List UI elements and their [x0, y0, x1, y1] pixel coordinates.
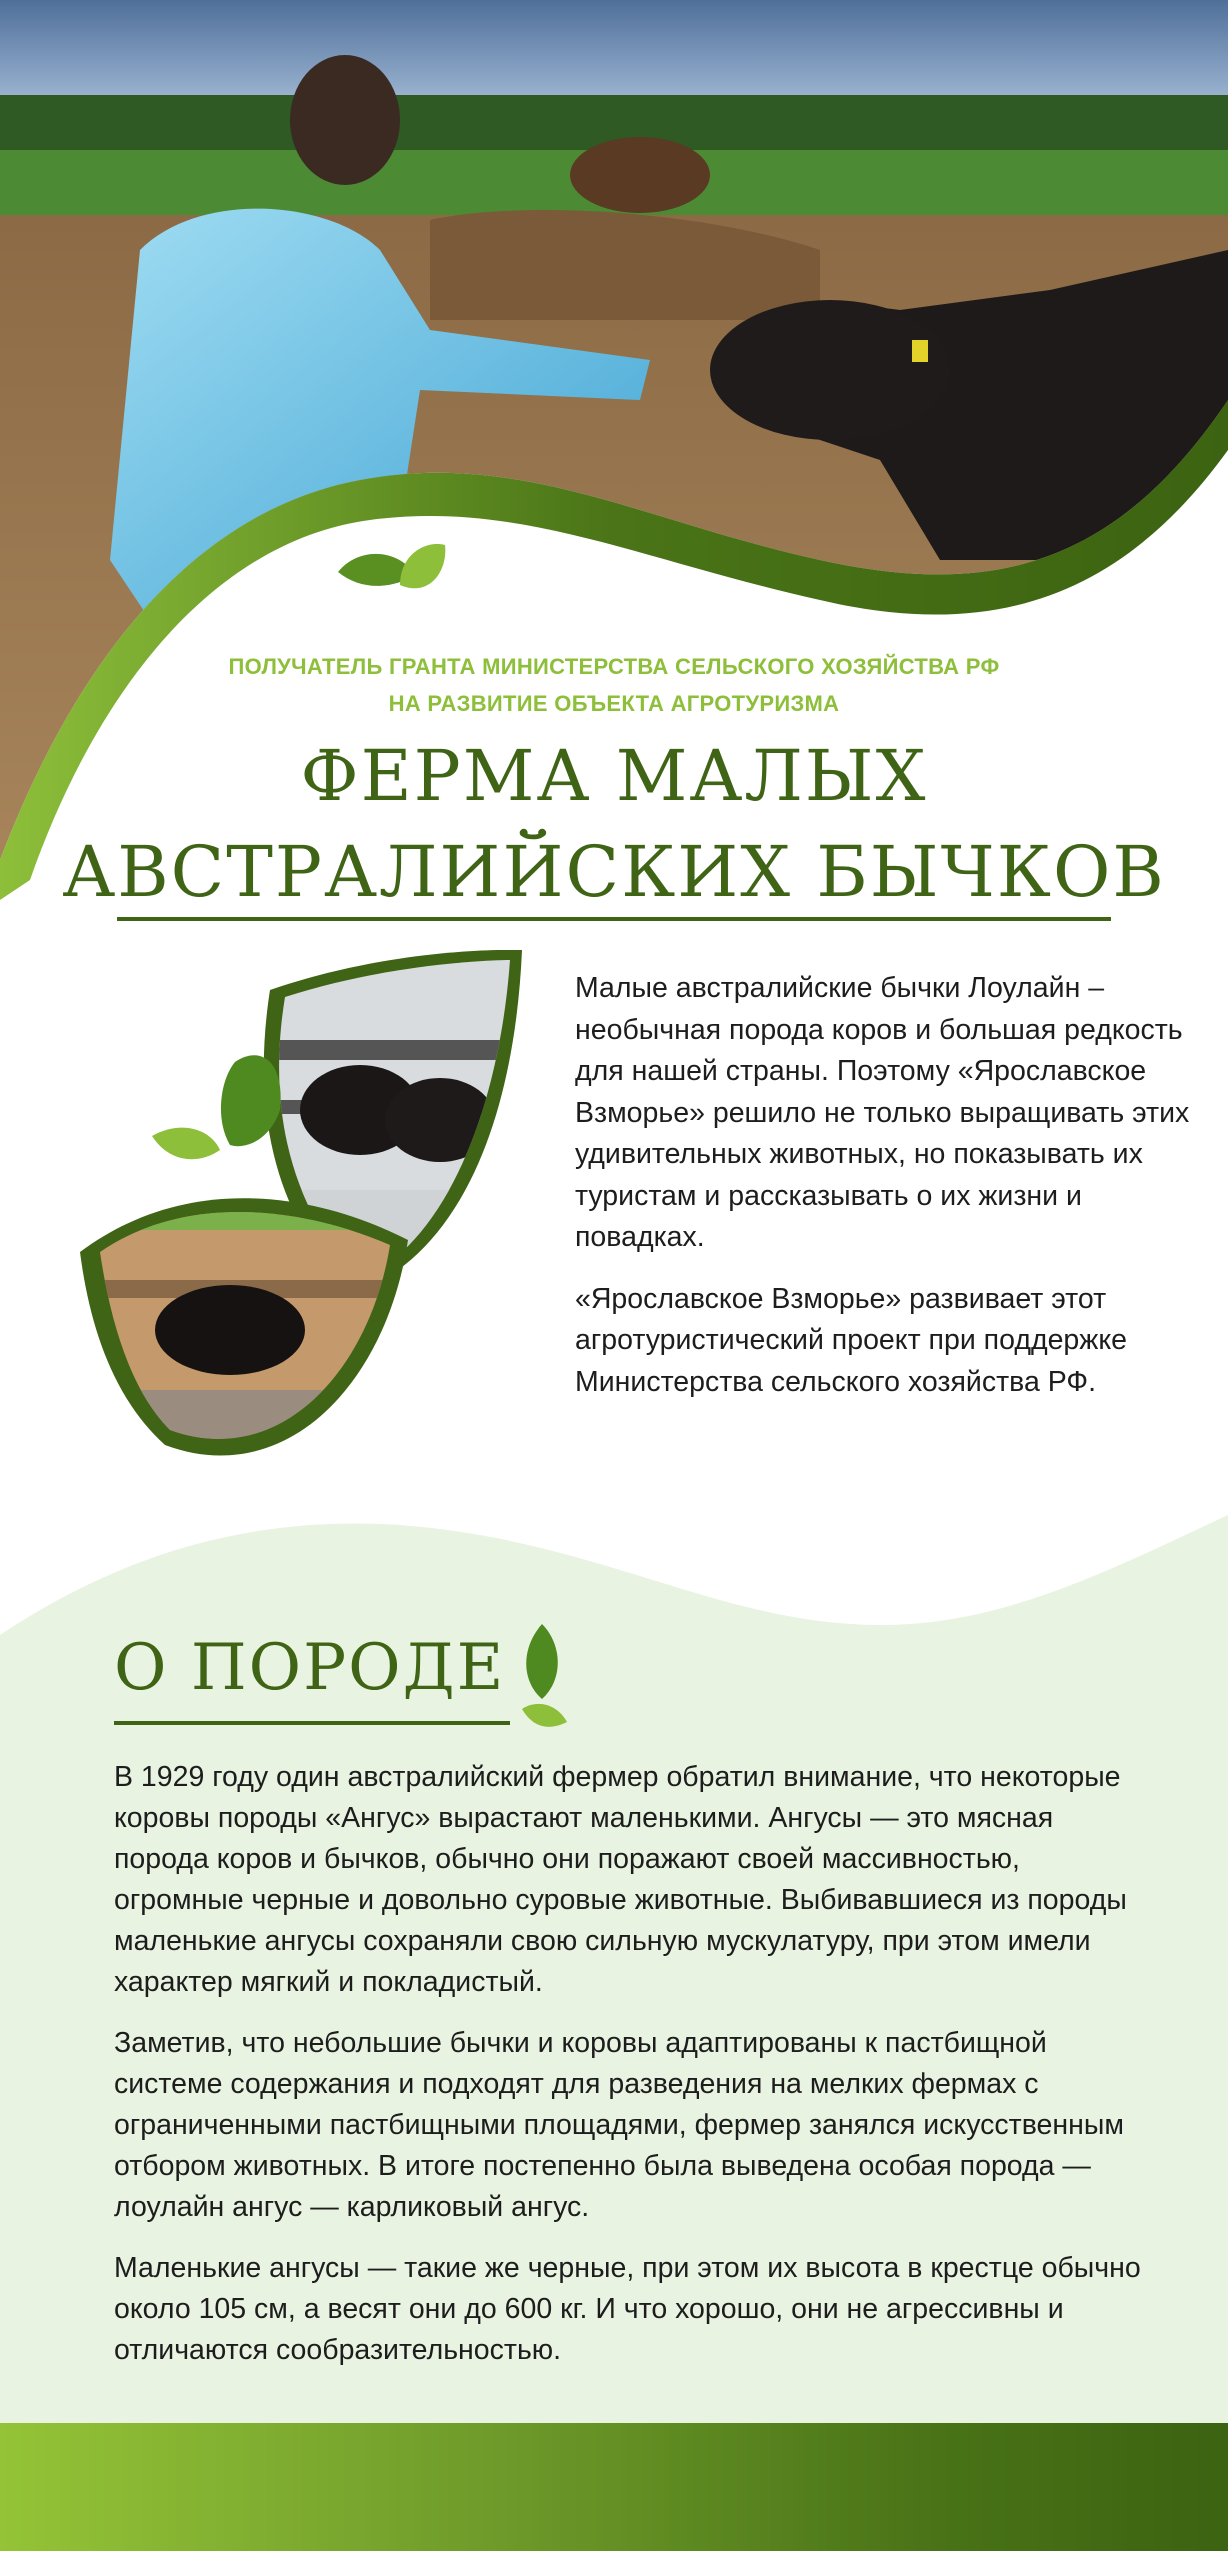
breed-paragraph-2: Заметив, что небольшие бычки и коровы адаптированы к пастбищной системе содержания и подходят для разведения на мелких фермах с ограниченными пастбищными площадями, фермер занялся искусственным отбором животных. В итоге постепенно была выведена особая порода — лоулайн ангус — карликовый ангус.: [114, 2027, 1124, 2223]
intro-paragraph-1: Малые австралийские бычки Лоулайн – необычная порода коров и большая редкость для нашей страны. Поэтому «Ярославское Взморье» решило не только выращивать этих удивительных животных, но показывать их туристам и рассказывать о их жизни и повадках.: [575, 972, 1190, 1253]
title-divider: [117, 917, 1111, 921]
breed-heading-divider: [114, 1721, 510, 1725]
breed-paragraph-1: В 1929 году один австралийский фермер обратил внимание, что некоторые коровы породы «Ангус» вырастают маленькими. Ангусы — это мясная порода коров и бычков, обычно они поражают своей массивностью, огромные черные и довольно суровые животные. Выбивавшиеся из породы маленькие ангусы сохраняли свою сильную мускулатуру, при этом имели характер мягкий и покладистый.: [114, 1761, 1127, 1998]
leaf-photo-collage: [70, 950, 550, 1490]
leaf-pair-icon: [338, 544, 445, 588]
breed-heading: О ПОРОДЕ: [114, 1631, 506, 1705]
page-title-line-2: АВСТРАЛИЙСКИХ БЫЧКОВ: [62, 831, 1166, 913]
page-title: [0, 728, 1228, 920]
footer-bar: [0, 2423, 1228, 2551]
leaf-accent-icon: [512, 1624, 572, 1730]
grant-subtitle-line-1: ПОЛУЧАТЕЛЬ ГРАНТА МИНИСТЕРСТВА СЕЛЬСКОГО ХОЗЯЙСТВА РФ: [228, 654, 1000, 679]
intro-paragraph-2: «Ярославское Взморье» развивает этот агротуристический проект при поддержке Министерства сельского хозяйства РФ.: [575, 1282, 1127, 1398]
breed-paragraph-3: Маленькие ангусы — такие же черные, при этом их высота в крестце обычно около 105 см, а весят они до 600 кг. И что хорошо, они не агрессивны и отличаются сообразительностью.: [114, 2252, 1141, 2366]
page-title-line-1: ФЕРМА МАЛЫХ: [300, 735, 928, 817]
grant-subtitle-line-2: НА РАЗВИТИЕ ОБЪЕКТА АГРОТУРИЗМА: [388, 691, 840, 716]
intro-text: [575, 968, 1195, 1423]
breed-text: [114, 1757, 1144, 2391]
grant-subtitle: [0, 648, 1228, 722]
